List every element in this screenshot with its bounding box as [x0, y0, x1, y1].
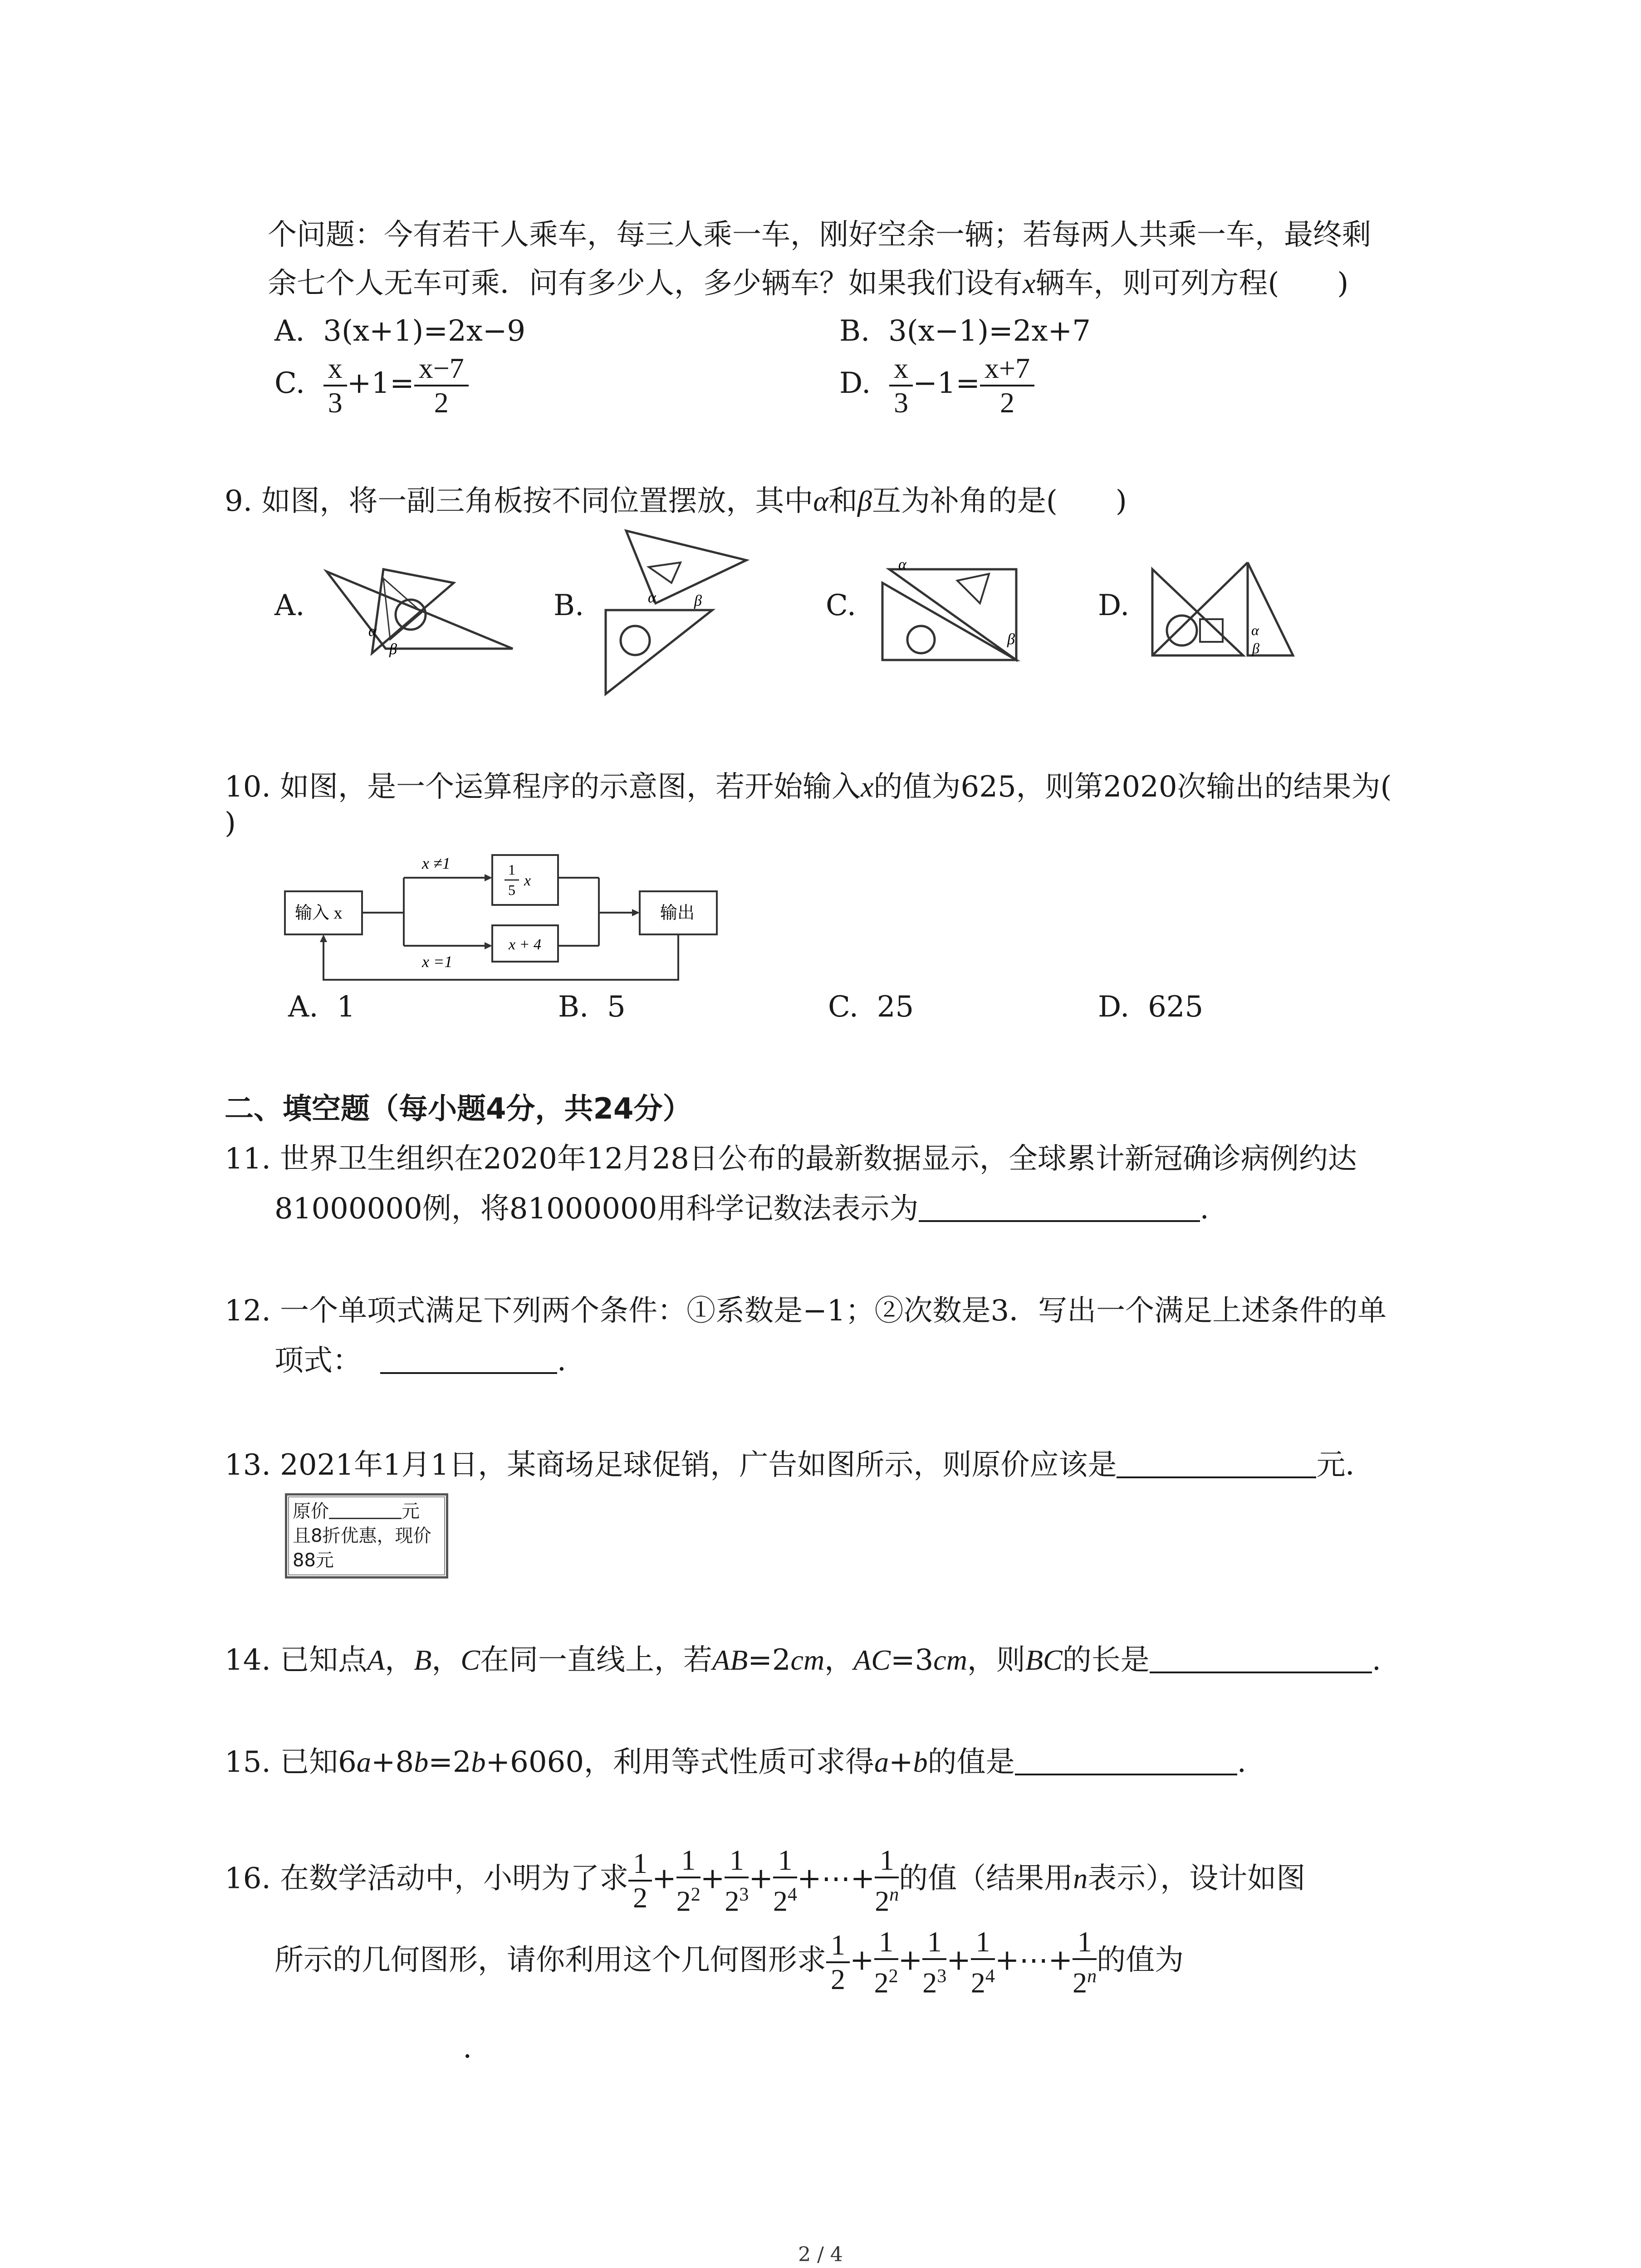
q10-stem-line2: )	[225, 807, 236, 840]
q13-ad-card	[285, 1493, 448, 1579]
q10-option-d: D. 625	[1098, 990, 1204, 1024]
q9-label-d: D.	[1098, 589, 1130, 622]
q15-answer-blank[interactable]	[1015, 1774, 1237, 1775]
q9b-alpha-label: α	[648, 589, 656, 606]
q9-figure-a	[318, 553, 526, 662]
page-number: 2 / 4	[798, 2243, 843, 2266]
q8-option-c: C. $\frac{x}{3}$ +1= $\frac{x-7}{2}$	[274, 349, 469, 419]
q16-line2: 所示的几何图形，请你利用这个几何图形求 $\frac{1}{2}$ + $\frac{1}{2^2}$ + $\frac{1}{2^3}$ + $\frac{1}{2^4}$ +⋯+ $\frac{1}{2^n}$ 的值为	[274, 1926, 1184, 1999]
q9-figure-d	[1143, 556, 1298, 669]
q13-stem: 13. 2021年1月1日，某商场足球促销，广告如图所示，则原价应该是 元．	[225, 1448, 1375, 1482]
flow-box-bottom-label: x + 4	[508, 936, 542, 953]
flow-input-label: 输入 x	[295, 904, 343, 923]
q12-line2: 项式： .	[274, 1344, 567, 1378]
q14-answer-blank[interactable]	[1150, 1672, 1372, 1673]
q10-flowchart	[281, 844, 735, 993]
q15-stem: 15. 已知6a+8b=2b+6060，利用等式性质可求得a+b的值是 .	[225, 1745, 1246, 1779]
q9a-alpha-label: α	[368, 623, 377, 640]
flow-frac-den: 5	[508, 882, 515, 898]
q9-label-b: B.	[554, 589, 584, 622]
q8-option-a: A. 3(x+1)=2x−9	[274, 314, 526, 348]
q9c-alpha-label: α	[898, 556, 906, 573]
q9a-beta-label: β	[389, 641, 397, 658]
q11-line1: 11. 世界卫生组织在2020年12月28日公布的最新数据显示，全球累计新冠确诊病例约达	[225, 1142, 1357, 1176]
q11-line2: 81000000例，将81000000用科学记数法表示为 .	[274, 1192, 1209, 1226]
flow-frac-var: x	[524, 872, 531, 889]
q13-answer-blank[interactable]	[1117, 1476, 1316, 1478]
q9-label-c: C.	[826, 589, 857, 622]
q9c-beta-label: β	[1007, 631, 1015, 648]
flow-output-label: 输出	[660, 904, 695, 923]
flow-cond-top: x ≠1	[422, 854, 451, 872]
section-title-fill-in: 二、填空题（每小题4分，共24分）	[225, 1092, 692, 1126]
ad-line1: 原价 元	[293, 1501, 420, 1522]
q10-option-a: A. 1	[288, 990, 355, 1024]
q16-end: .	[463, 2031, 472, 2065]
ad-line2: 且8折优惠，现价	[293, 1525, 431, 1546]
q8-option-d: D. $\frac{x}{3}$ −1= $\frac{x+7}{2}$	[839, 349, 1034, 419]
q10-stem: 10. 如图，是一个运算程序的示意图，若开始输入x的值为625，则第2020次输出的结果为(	[225, 770, 1392, 804]
q9d-beta-label: β	[1252, 640, 1259, 656]
q9d-alpha-label: α	[1251, 622, 1259, 638]
flow-cond-bottom: x =1	[422, 953, 453, 971]
q9-stem: 9. 如图，将一副三角板按不同位置摆放，其中α和β互为补角的是( )	[225, 484, 1127, 518]
q14-stem: 14. 已知点A，B，C在同一直线上，若AB=2cm，AC=3cm，则BC的长是 .	[225, 1643, 1381, 1677]
q8-line2: 余七个人无车可乘．问有多少人，多少辆车？如果我们设有x辆车，则可列方程( )	[268, 267, 1349, 300]
ad-line3: 88元	[293, 1550, 334, 1571]
q10-option-c: C. 25	[828, 990, 914, 1024]
q10-option-b: B. 5	[558, 990, 626, 1024]
q8-option-b: B. 3(x−1)=2x+7	[839, 314, 1091, 348]
q16-line1: 16. 在数学活动中，小明为了求 $\frac{1}{2}$ + $\frac{1}{2^2}$ + $\frac{1}{2^3}$ + $\frac{1}{2^4}$ +⋯+ $\frac{1}{2^n}$ 的值（结果用n表示），设计如图	[225, 1844, 1306, 1917]
q9-figure-c	[871, 556, 1043, 674]
q9-figure-b	[599, 526, 762, 699]
flow-frac-num: 1	[508, 861, 515, 878]
q11-answer-blank[interactable]	[919, 1220, 1200, 1222]
q9b-beta-label: β	[694, 592, 702, 609]
q8-line1: 个问题：今有若干人乘车，每三人乘一车，刚好空余一辆；若每两人共乘一车，最终剩	[268, 218, 1371, 252]
q12-line1: 12. 一个单项式满足下列两个条件：①系数是−1；②次数是3．写出一个满足上述条件的单	[225, 1294, 1387, 1328]
q9-label-a: A.	[274, 589, 305, 622]
q12-answer-blank[interactable]	[380, 1372, 557, 1374]
